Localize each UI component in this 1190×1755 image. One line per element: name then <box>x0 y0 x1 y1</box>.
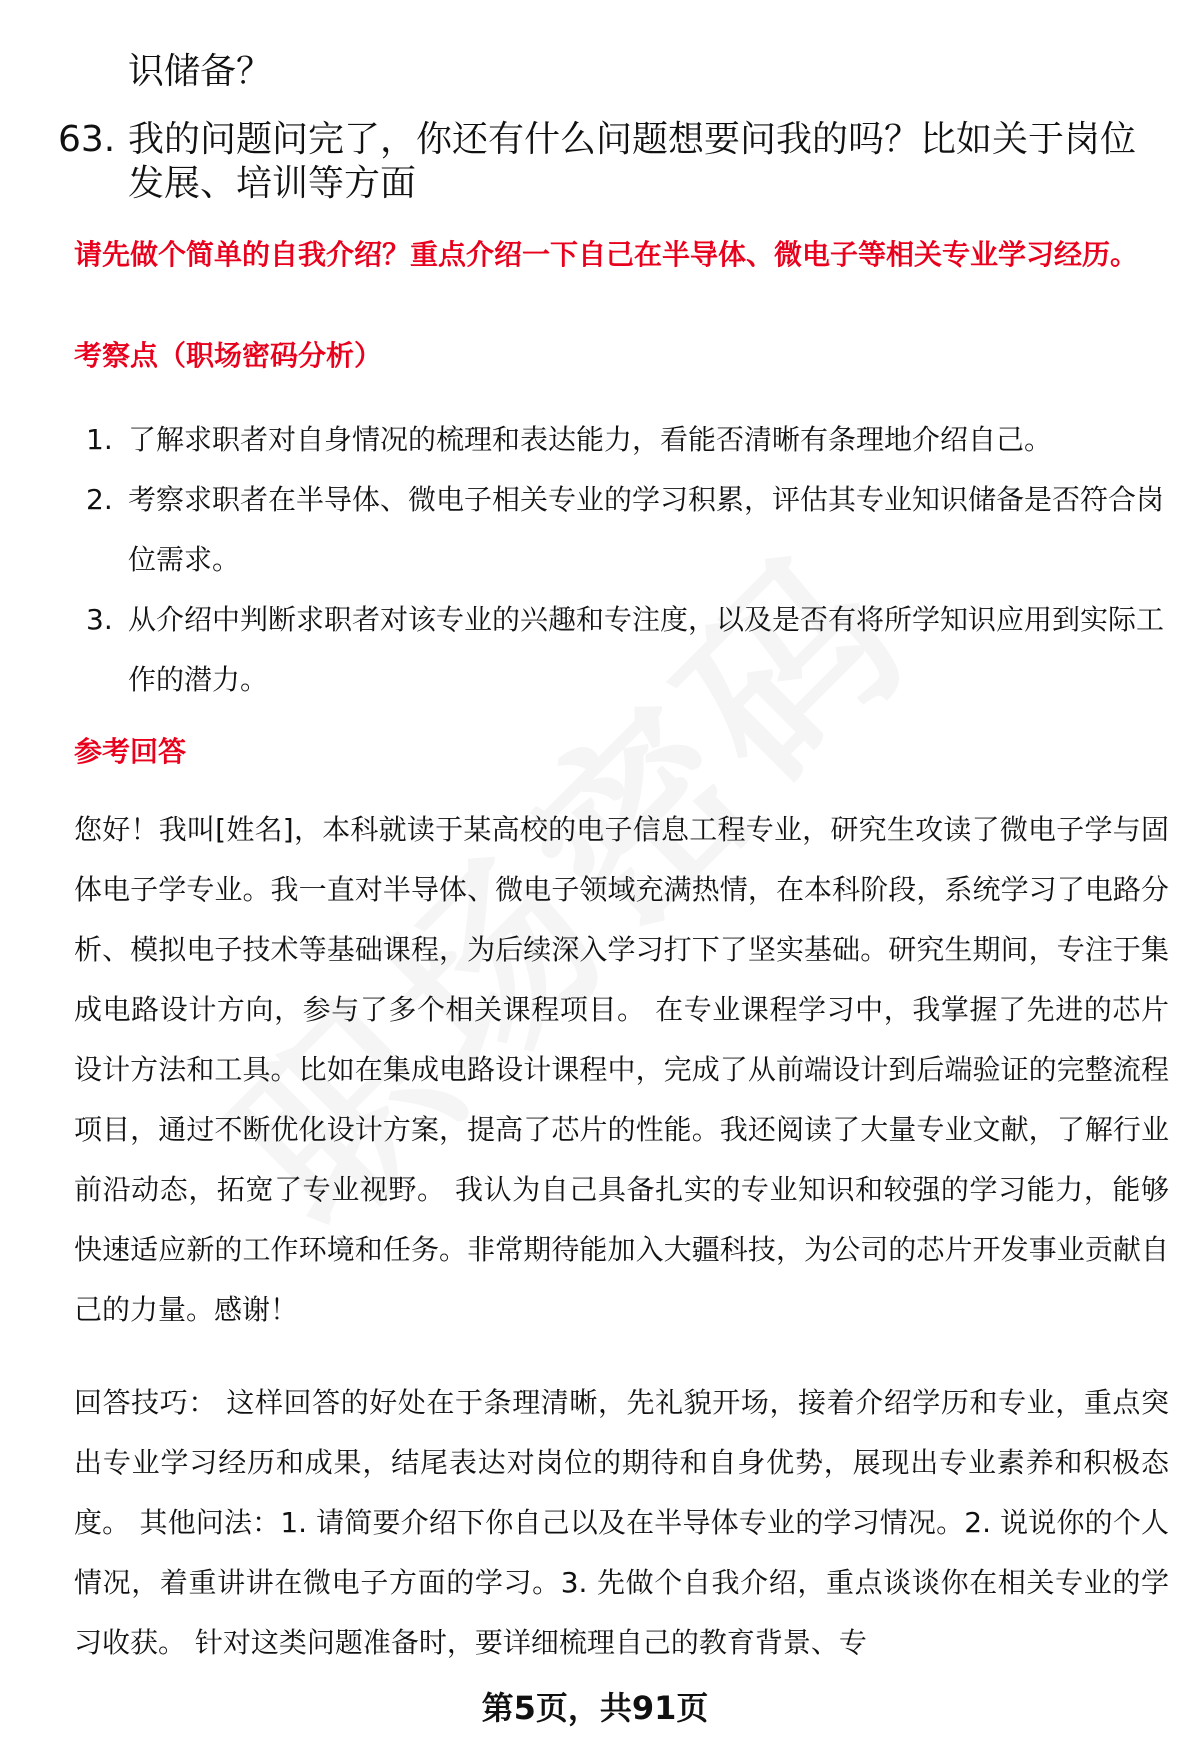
question-continued-text: 识储备？ <box>128 51 273 92</box>
question-item <box>58 118 1158 206</box>
section-title-answer: 参考回答 <box>74 735 187 768</box>
reference-answer-paragraph: 您好！我叫[姓名]，本科就读于某高校的电子信息工程专业，研究生攻读了微电子学与固体电子学专业。我一直对半导体、微电子领域充满热情，在本科阶段，系统学习了电路分析、模拟电子技术等基础课程，为后续深入学习打下了坚实基础。研究生期间，专注于集成电路设计方向，参与了多个相关课程项目。 在专业课程学习中，我掌握了先进的芯片设计方法和工具。比如在集成电路设计课程中，完成了从前端设计到后端验证的完整流程项目，通过不断优化设计方案，提高了芯片的性能。我还阅读了大量专业文献，了解行业前沿动态，拓宽了专业视野。 我认为自己具备扎实的专业知识和较强的学习能力，能够快速适应新的工作环境和任务。非常期待能加入大疆科技，为公司的芯片开发事业贡献自己的力量。感谢！ <box>74 813 1169 1326</box>
question-text: 我的问题问完了，你还有什么问题想要问我的吗？比如关于岗位发展、培训等方面 <box>128 119 1137 204</box>
question-number: 63. <box>58 119 116 160</box>
examine-points-list <box>86 410 1166 710</box>
list-item-number: 1. <box>86 423 113 456</box>
page-number-footer: 第5页，共91页 <box>481 1689 709 1727</box>
answer-tips-paragraph: 回答技巧： 这样回答的好处在于条理清晰，先礼貌开场，接着介绍学历和专业，重点突出专业学习经历和成果，结尾表达对岗位的期待和自身优势，展现出专业素养和积极态度。 其他问法：1. 请简要介绍下你自己以及在半导体专业的学习情况。2. 说说你的个人情况，着重讲讲在微电子方面的学习。3. 先做个自我介绍，重点谈谈你在相关专业的学习收获。 针对这类问题准备时，要详细梳理自己的教育背景、专 <box>74 1386 1169 1659</box>
list-item <box>86 410 1166 470</box>
list-item-text: 从介绍中判断求职者对该专业的兴趣和专注度，以及是否有将所学知识应用到实际工作的潜力。 <box>128 603 1165 696</box>
list-item <box>86 590 1166 710</box>
question-heading: 请先做个简单的自我介绍？重点介绍一下自己在半导体、微电子等相关专业学习经历。 <box>74 238 1139 271</box>
section-title-examine: 考察点（职场密码分析） <box>74 339 383 372</box>
list-item <box>86 470 1166 590</box>
list-item-number: 2. <box>86 483 113 516</box>
list-item-text: 了解求职者对自身情况的梳理和表达能力，看能否清晰有条理地介绍自己。 <box>128 423 1053 456</box>
list-item-text: 考察求职者在半导体、微电子相关专业的学习积累，评估其专业知识储备是否符合岗位需求。 <box>128 483 1165 576</box>
list-item-number: 3. <box>86 603 113 636</box>
